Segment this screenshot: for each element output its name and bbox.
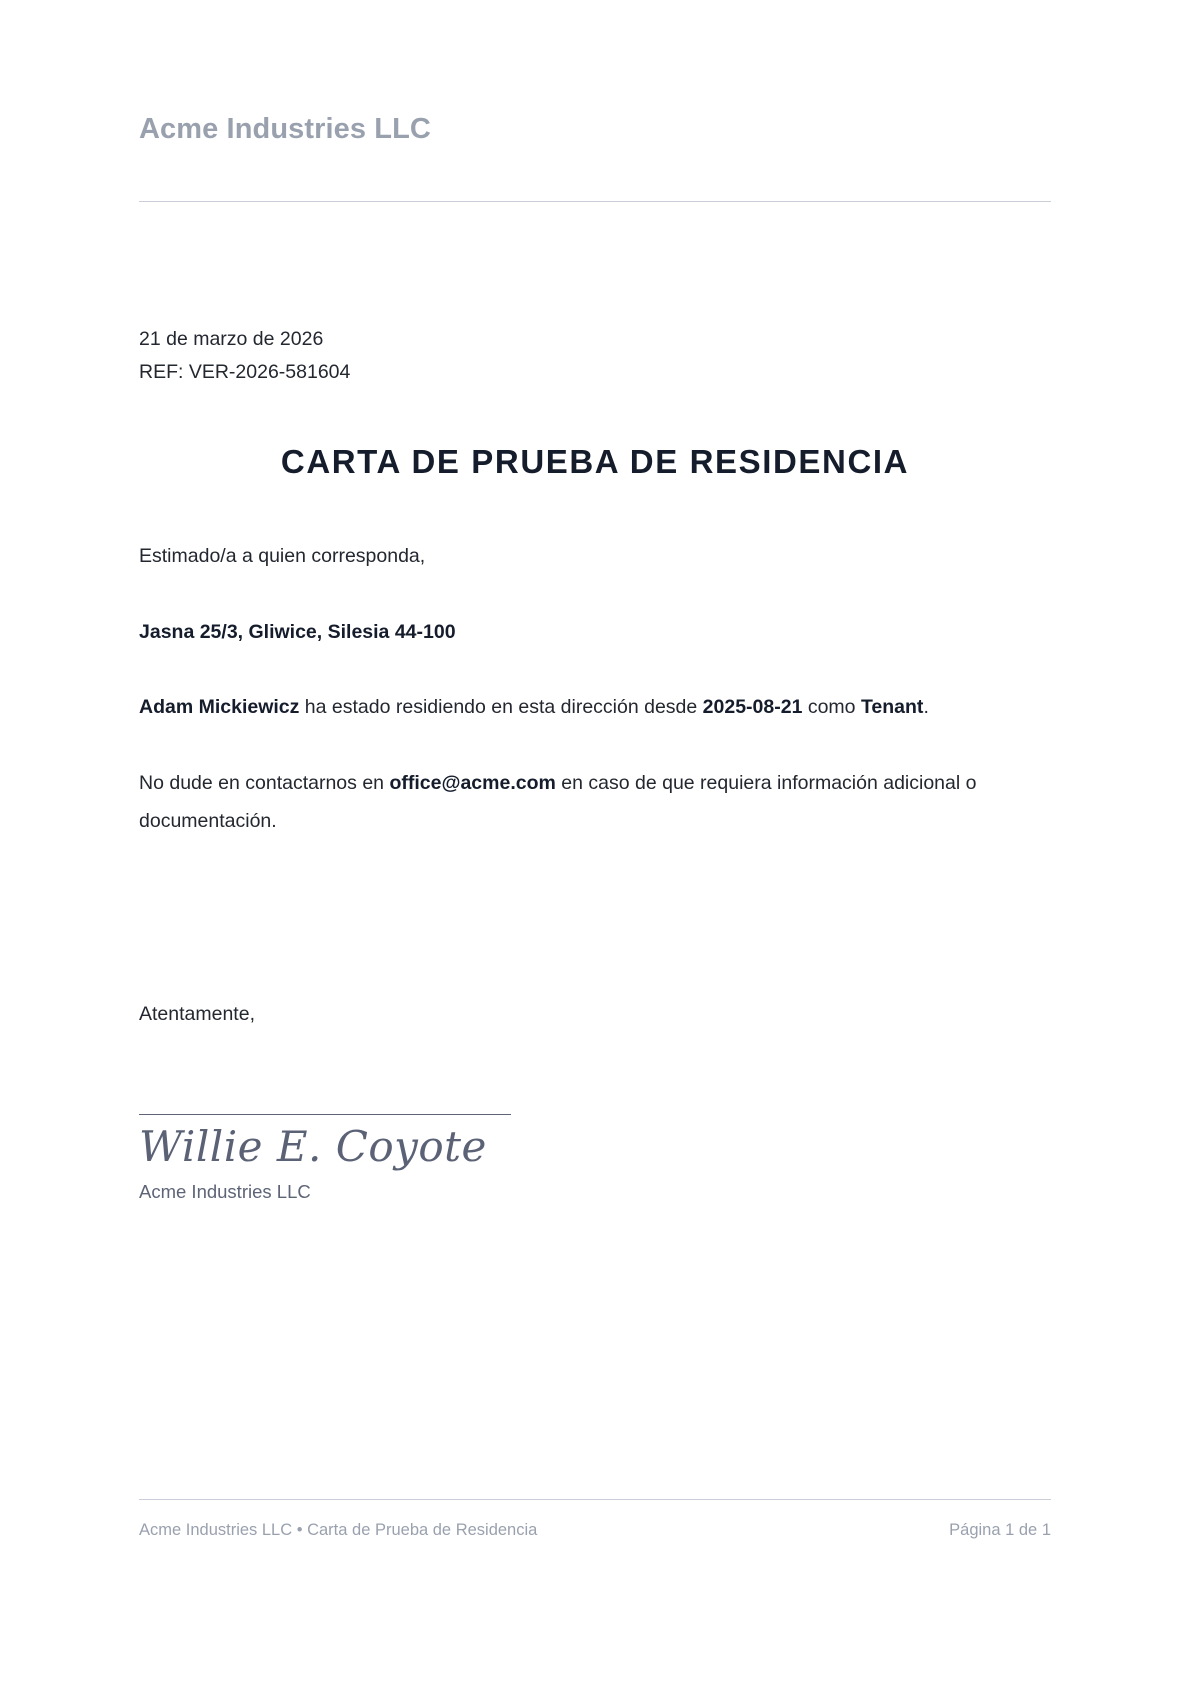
page-footer xyxy=(139,1499,1051,1540)
residency-text-1: ha estado residiendo en esta dirección desde xyxy=(299,696,703,719)
contact-text-2: en caso de que requiera información adicional o documentación. xyxy=(139,771,977,832)
footer-row xyxy=(139,1521,1051,1540)
reference-number: REF: VER-2026-581604 xyxy=(139,361,351,384)
residence-address: Jasna 25/3, Gliwice, Silesia 44-100 xyxy=(139,621,456,644)
footer-left-text: Acme Industries LLC • Carta de Prueba de Residencia xyxy=(139,1521,538,1539)
footer-divider xyxy=(139,1499,1051,1500)
residency-start-date: 2025-08-21 xyxy=(702,696,803,719)
header-divider xyxy=(139,201,1051,202)
contact-text-1: No dude en contactarnos en xyxy=(139,771,390,794)
letter-date: 21 de marzo de 2026 xyxy=(139,327,324,350)
footer-page-number: Página 1 de 1 xyxy=(949,1521,1051,1539)
meta-block xyxy=(139,323,1051,390)
signature-line xyxy=(139,1114,511,1115)
contact-statement xyxy=(139,764,1051,840)
closing-block xyxy=(139,1003,1051,1203)
contact-email[interactable]: office@acme.com xyxy=(389,771,556,794)
resident-name: Adam Mickiewicz xyxy=(139,696,300,719)
resident-role: Tenant xyxy=(860,696,924,719)
page-content xyxy=(139,0,1051,1683)
residency-text-3: . xyxy=(923,696,929,719)
company-name: Acme Industries LLC xyxy=(139,113,431,145)
residency-text-2: como xyxy=(802,696,861,719)
residency-statement xyxy=(139,688,1051,726)
signature-image: Willie E. Coyote xyxy=(139,1121,487,1171)
signer-organization: Acme Industries LLC xyxy=(139,1180,311,1202)
letter-body xyxy=(139,537,1051,839)
salutation: Estimado/a a quien corresponda, xyxy=(139,545,426,568)
page-title: CARTA DE PRUEBA DE RESIDENCIA xyxy=(280,442,910,480)
letterhead xyxy=(139,0,1051,202)
closing-salutation: Atentamente, xyxy=(139,1002,255,1025)
